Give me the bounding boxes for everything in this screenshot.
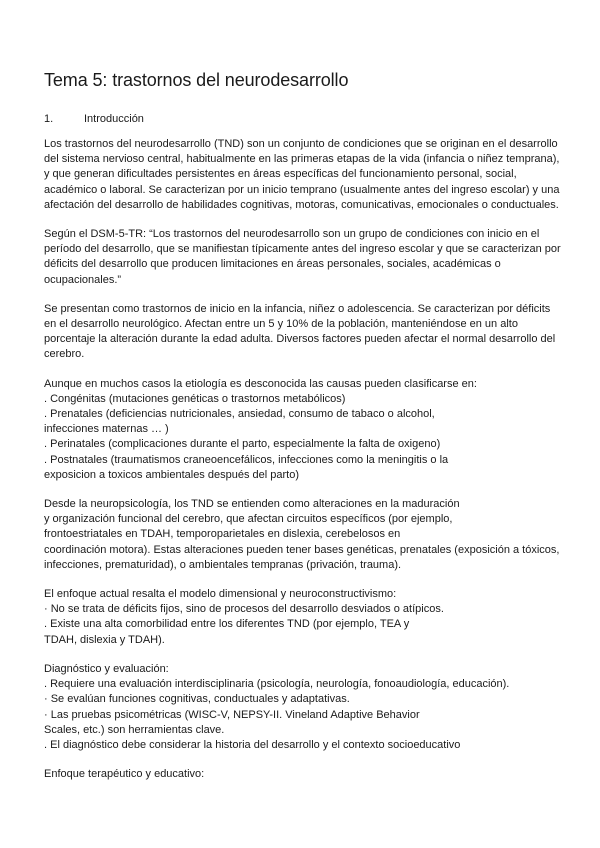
text-line: . Requiere una evaluación interdisciplinaria (psicología, neurología, fonoaudiología, educación). [44, 678, 510, 691]
text-line: Diagnóstico y evaluación: [44, 662, 169, 675]
text-line: Scales, etc.) son herramientas clave. [44, 723, 225, 736]
text-line: y organización funcional del cerebro, que afectan circuitos específicos (por ejemplo, [44, 513, 453, 526]
text-line: déficits del desarrollo que producen limitaciones en áreas personales, sociales, académicas o [44, 258, 501, 271]
section-label: Introducción [84, 113, 144, 125]
text-line: porcentaje la alteración durante la edad adulta. Diversos factores pueden afectar el normal desarrollo del [44, 333, 556, 346]
text-line: · Se evalúan funciones cognitivas, conductuales y adaptativas. [44, 693, 350, 706]
text-line: Aunque en muchos casos la etiología es desconocida las causas pueden clasificarse en: [44, 377, 477, 390]
text-line: . Congénitas (mutaciones genéticas o trastornos metabólicos) [44, 392, 346, 405]
section-number: 1. [44, 113, 54, 125]
text-line: Enfoque terapéutico y educativo: [44, 768, 205, 781]
paragraph [44, 137, 564, 213]
text-line: en el desarrollo neurológico. Afectan entre un 5 y 10% de la población, manteniéndose en un alto [44, 318, 518, 331]
text-line: frontoestriatales en TDAH, temporoparietales en dislexia, cerebelosos en [44, 528, 401, 541]
paragraph [44, 302, 564, 363]
text-line: académico o laboral. Se caracterizan por un inicio temprano (usualmente antes del ingreso escolar) y una [44, 183, 560, 196]
text-line: . Existe una alta comorbilidad entre los diferentes TND (por ejemplo, TEA y [44, 618, 410, 631]
text-line: infecciones maternas … ) [44, 423, 169, 436]
paragraph [44, 662, 564, 753]
text-line: · No se trata de déficits fijos, sino de procesos del desarrollo desviados o atípicos. [44, 603, 444, 616]
text-line: . Postnatales (traumatismos craneoencefálicos, infecciones como la meningitis o la [44, 453, 449, 466]
text-line: coordinación motora). Estas alteraciones pueden tener bases genéticas, prenatales (exposición a tóxicos, [44, 543, 560, 556]
paragraph [44, 377, 564, 483]
text-line: cerebro. [44, 348, 85, 361]
text-line: Los trastornos del neurodesarrollo (TND) son un conjunto de condiciones que se originan en el desarrollo [44, 138, 558, 150]
text-line: infecciones, prematuridad), o ambientales tempranas (privación, trauma). [44, 558, 402, 571]
paragraph [44, 497, 564, 573]
paragraph [44, 587, 564, 648]
text-line: ocupacionales.” [44, 273, 122, 286]
text-line: . El diagnóstico debe considerar la historia del desarrollo y el contexto socioeducativo [44, 738, 461, 751]
text-line: período del desarrollo, que se manifiestan típicamente antes del ingreso escolar y que se caracterizan por [44, 243, 561, 256]
text-line: exposicion a toxicos ambientales después del parto) [44, 468, 299, 481]
text-line: El enfoque actual resalta el modelo dimensional y neuroconstructivismo: [44, 588, 397, 601]
page-title: Tema 5: trastornos del neurodesarrollo [44, 70, 349, 90]
body-text [44, 137, 564, 782]
text-line: Se presentan como trastornos de inicio en la infancia, niñez o adolescencia. Se caracterizan por déficits [44, 302, 551, 315]
text-line: · Las pruebas psicométricas (WISC-V, NEPSY-II. Vineland Adaptive Behavior [44, 708, 420, 721]
text-line: . Prenatales (deficiencias nutricionales, ansiedad, consumo de tabaco o alcohol, [44, 408, 435, 421]
text-line: TDAH, dislexia y TDAH). [44, 633, 165, 646]
paragraph [44, 227, 564, 288]
text-line: Según el DSM-5-TR: “Los trastornos del neurodesarrollo son un grupo de condiciones con inicio en el [44, 228, 540, 241]
paragraph [44, 767, 564, 782]
text-line: del sistema nervioso central, habitualmente en las primeras etapas de la vida (infancia o niñez temprana), [44, 153, 560, 166]
text-line: afectación del desarrollo de habilidades cognitivas, motoras, comunicativas, emocionales o conductuales. [44, 198, 559, 211]
section-heading [44, 112, 564, 127]
text-line: y que generan dificultades persistentes en áreas específicas del funcionamiento personal, social, [44, 168, 517, 181]
document-page [44, 68, 564, 796]
text-line: Desde la neuropsicología, los TND se entienden como alteraciones en la maduración [44, 498, 460, 511]
text-line: . Perinatales (complicaciones durante el parto, especialmente la falta de oxigeno) [44, 438, 441, 451]
